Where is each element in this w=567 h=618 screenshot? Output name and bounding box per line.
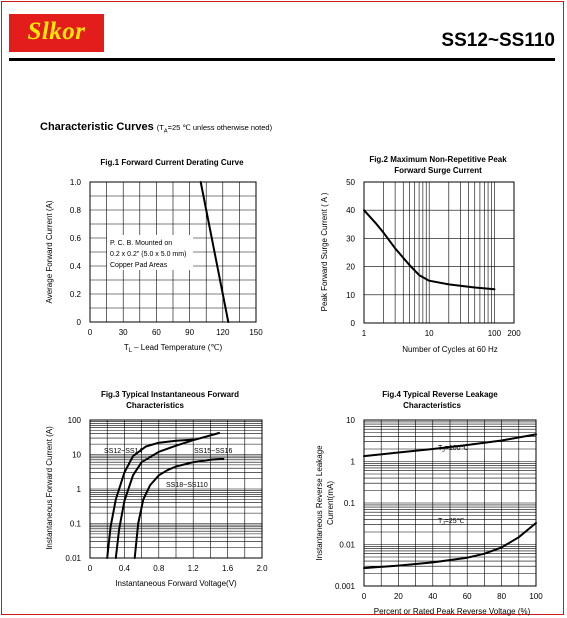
fig1-x-axis-label: $T_L$ – Lead Temperature (℃) (123, 343, 223, 354)
y-tick-label: 0.01 (65, 554, 81, 563)
fig1-chart (45, 158, 263, 354)
section-note: ($T_A=25$ ℃ unless otherwise noted) (156, 123, 273, 135)
x-tick-label: 2.0 (256, 564, 268, 573)
y-tick-label: 1 (350, 457, 355, 467)
x-tick-label: 0.8 (153, 564, 165, 573)
y-tick-label: 20 (346, 262, 355, 272)
fig4-series-label-25c: $T_J=25℃$ (438, 518, 465, 527)
x-tick-label: 0 (87, 328, 93, 337)
y-tick-label: 10 (72, 450, 81, 460)
fig1-annotation-line2: 0.2 x 0.2" (5.0 x 5.0 mm) (110, 251, 187, 258)
fig2-title-line2: Forward Surge Current (394, 166, 482, 175)
fig4-y-axis-label-line2: Current(mA) (326, 480, 335, 526)
fig2-x-axis-label: Number of Cycles at 60 Hz (402, 345, 498, 354)
fig1-y-axis-label: Average Forward Current (A) (45, 200, 54, 304)
x-tick-label: 0 (361, 592, 367, 601)
y-tick-label: 0.1 (343, 499, 355, 508)
x-tick-label: 1 (361, 329, 367, 338)
x-tick-label: 40 (428, 592, 438, 601)
fig3-title-line2: Characteristics (126, 401, 184, 410)
y-tick-label: 1.0 (69, 178, 81, 187)
fig3-series-label-ss12: SS12~SS14 (104, 448, 143, 455)
fig4-title-line2: Characteristics (403, 401, 461, 410)
series-line-3 (135, 459, 224, 558)
fig2-y-axis-label: Peak Forward Surge Current ( A ) (320, 192, 329, 312)
x-tick-label: 30 (118, 328, 128, 337)
x-tick-label: 100 (529, 592, 543, 601)
logo-text: Slkor (27, 18, 86, 45)
fig3-y-axis-label: Instantaneous Forward Current (A) (45, 426, 54, 550)
x-tick-label: 60 (462, 592, 472, 601)
fig1-annotation-line1: P. C. B. Mounted on (110, 240, 173, 247)
fig2-chart (320, 155, 521, 354)
y-tick-label: 0.2 (69, 290, 81, 299)
x-tick-label: 1.2 (187, 564, 199, 573)
fig4-chart (315, 390, 543, 616)
fig3-x-axis-label: Instantaneous Forward Voltage(V) (115, 579, 237, 588)
fig3-series-label-ss15: SS15~SS16 (194, 448, 233, 455)
y-tick-label: 30 (346, 234, 355, 244)
y-tick-label: 0 (76, 318, 81, 327)
y-tick-label: 0.001 (334, 582, 355, 591)
x-tick-label: 10 (424, 329, 434, 338)
section-title-text: Characteristic Curves (40, 121, 154, 133)
fig2-title-line1: Fig.2 Maximum Non-Repetitive Peak (369, 155, 507, 164)
x-tick-label: 20 (393, 592, 403, 601)
fig4-series-label-100c: $T_J=100℃$ (438, 445, 469, 454)
fig4-title-line1: Fig.4 Typical Reverse Leakage (382, 390, 498, 399)
y-tick-label: 0 (350, 319, 355, 328)
x-tick-label: 80 (497, 592, 507, 601)
x-tick-label: 200 (507, 329, 521, 338)
fig3-chart (45, 390, 268, 588)
x-tick-label: 150 (249, 328, 263, 337)
y-tick-label: 40 (346, 206, 355, 216)
x-tick-label: 120 (216, 328, 230, 337)
x-tick-label: 60 (151, 328, 161, 337)
x-tick-label: 0.4 (118, 564, 130, 573)
x-tick-label: 100 (487, 329, 502, 338)
part-number: SS12~SS110 (441, 30, 555, 51)
y-tick-label: 1 (76, 485, 81, 494)
y-tick-label: 0.6 (69, 234, 81, 243)
x-tick-label: 1.6 (222, 564, 234, 573)
x-tick-label: 0 (87, 564, 93, 573)
y-tick-label: 0.8 (69, 206, 81, 215)
y-tick-label: 50 (346, 178, 355, 187)
y-tick-label: 0.1 (69, 519, 81, 529)
y-tick-label: 10 (346, 290, 355, 300)
y-tick-label: 10 (346, 416, 355, 425)
y-tick-label: 100 (67, 416, 81, 425)
y-tick-label: 0.01 (339, 540, 355, 550)
fig1-annotation-line3: Copper Pad Areas (110, 262, 168, 269)
y-tick-label: 0.4 (69, 262, 81, 271)
fig1-title: Fig.1 Forward Current Derating Curve (100, 158, 244, 167)
fig4-y-axis-label-line1: Instantaneous Reverse Leakage (315, 445, 324, 561)
fig4-x-axis-label: Percent or Rated Peak Reverse Voltage (%) (373, 607, 531, 616)
fig3-title-line1: Fig.3 Typical Instantaneous Forward (100, 390, 240, 399)
fig3-series-label-ss18: SS18~SS110 (166, 482, 208, 489)
x-tick-label: 90 (185, 328, 195, 337)
